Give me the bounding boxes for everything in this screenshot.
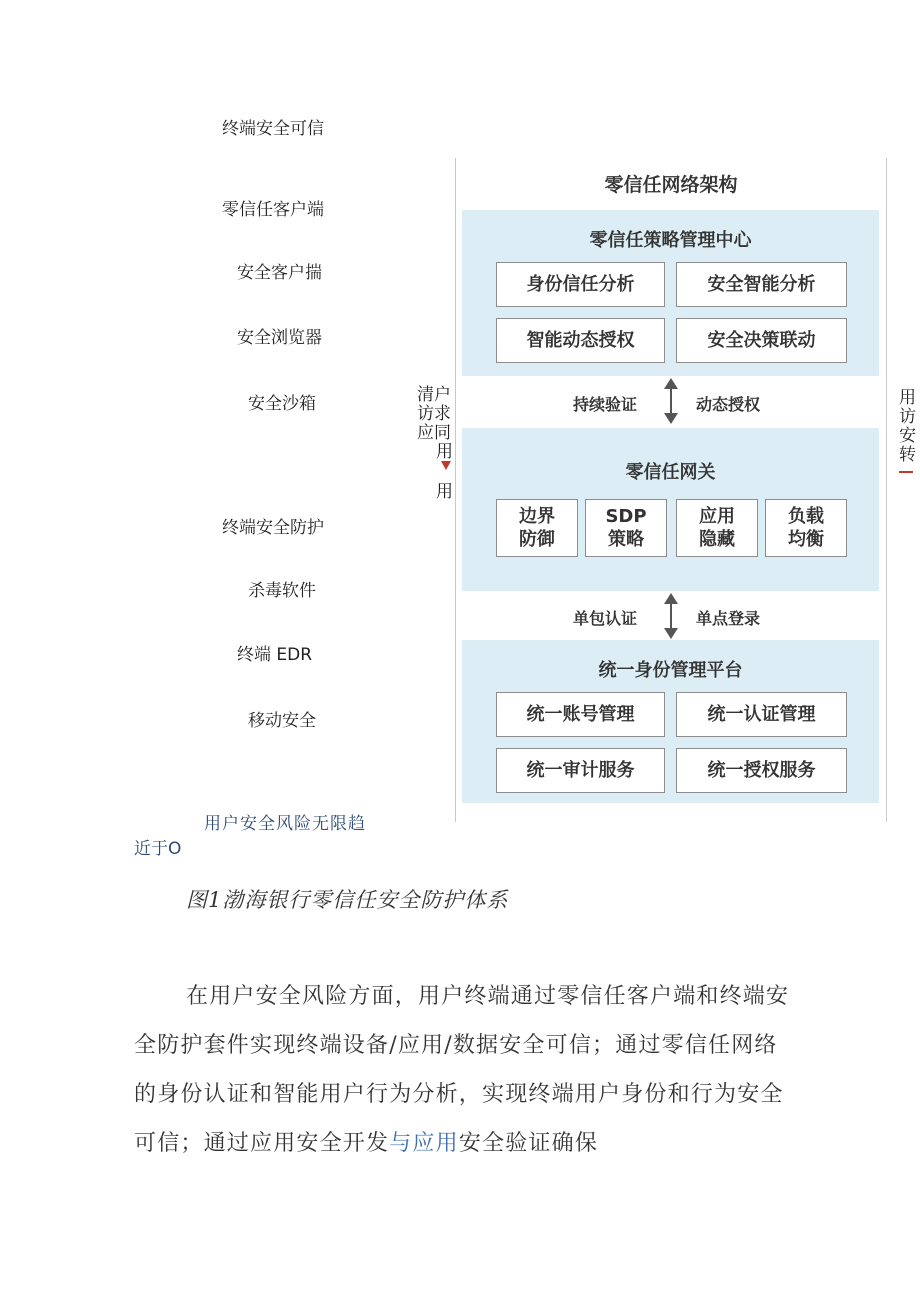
- box-border-defense: [496, 499, 578, 557]
- label-mobile-security: 移动安全: [248, 711, 316, 731]
- label-edr: 终端 EDR: [237, 645, 313, 665]
- policy-center-title: 零信任策略管理中心: [589, 230, 752, 251]
- label-antivirus: 杀毒软件: [248, 581, 316, 601]
- box-load-balancing-line1: 负载: [788, 506, 824, 527]
- box-load-balancing-line2: 均衡: [788, 529, 824, 550]
- fragment-mid-3: 应同: [417, 423, 451, 443]
- box-security-intelligence-analysis: 安全智能分析: [676, 262, 847, 307]
- fragment-mid-4: 用: [436, 442, 453, 462]
- box-dynamic-authorization: 智能动态授权: [496, 318, 665, 363]
- identity-platform-title: 统一身份管理平台: [598, 660, 743, 681]
- box-border-defense-line2: 防御: [519, 529, 555, 550]
- fragment-right-1: 用: [899, 388, 916, 408]
- label-terminal-trusted: 终端安全可信: [222, 119, 324, 139]
- box-unified-authorization-service: 统一授权服务: [676, 748, 847, 793]
- fragment-right-4: 转: [899, 445, 916, 465]
- box-security-decision-linkage: 安全决策联动: [676, 318, 847, 363]
- box-sdp-policy: [585, 499, 667, 557]
- box-identity-trust-analysis: 身份信任分析: [496, 262, 665, 307]
- fragment-right-3: 安: [899, 426, 916, 446]
- paragraph-line-3: 的身份认证和智能用户行为分析，实现终端用户身份和行为安全: [134, 1082, 784, 1107]
- label-terminal-protection: 终端安全防护: [222, 518, 324, 538]
- box-app-hiding-line1: 应用: [699, 506, 735, 527]
- label-sandbox: 安全沙箱: [248, 394, 316, 414]
- fragment-mid-1: 清户: [417, 385, 451, 405]
- paragraph-line-4-part3: 安全验证确保: [458, 1131, 599, 1156]
- box-border-defense-line1: 边界: [519, 506, 555, 527]
- link2-right-label: 单点登录: [696, 609, 761, 628]
- paragraph-link-text: 与应用: [389, 1131, 459, 1156]
- link2-left-label: 单包认证: [573, 609, 638, 628]
- box-unified-auth-management: 统一认证管理: [676, 692, 847, 737]
- risk-caption-line2: 近于O: [134, 839, 182, 859]
- figure-caption: 图1渤海银行零信任安全防护体系: [186, 888, 509, 912]
- box-unified-account-management: 统一账号管理: [496, 692, 665, 737]
- identity-platform-layer: [462, 640, 879, 803]
- paragraph-line-1: 在用户安全风险方面，用户终端通过零信任客户端和终端安: [186, 984, 790, 1009]
- risk-caption-line1: 用户安全风险无限趋: [204, 814, 366, 834]
- fragment-right-2: 访: [899, 407, 916, 427]
- box-app-hiding: [676, 499, 758, 557]
- bidirectional-arrow-icon: [670, 595, 672, 637]
- paragraph-line-4-part1: 可信；通过应用安全开发: [134, 1131, 390, 1156]
- box-sdp-policy-line1: SDP: [605, 506, 647, 527]
- box-app-hiding-line2: 隐藏: [699, 529, 735, 550]
- policy-center-layer: [462, 210, 879, 376]
- link1-left-label: 持续验证: [573, 395, 638, 414]
- paragraph-line-4: [134, 1126, 598, 1157]
- fragment-mid-5: 用: [436, 482, 453, 502]
- box-load-balancing: [765, 499, 847, 557]
- fragment-mid-2: 访求: [417, 404, 451, 424]
- diagram-title: 零信任网络架构: [604, 174, 738, 196]
- gateway-title: 零信任网关: [625, 462, 716, 483]
- box-sdp-policy-line2: 策略: [608, 529, 644, 550]
- red-down-arrow-icon: [441, 461, 451, 470]
- paragraph-line-2: 全防护套件实现终端设备/应用/数据安全可信；通过零信任网络: [134, 1033, 778, 1058]
- box-unified-audit-service: 统一审计服务: [496, 748, 665, 793]
- label-zt-client: 零信任客户端: [222, 200, 324, 220]
- bidirectional-arrow-icon: [670, 380, 672, 422]
- label-secure-client: 安全客户揣: [237, 263, 322, 283]
- gateway-layer: [462, 428, 879, 591]
- link1-right-label: 动态授权: [696, 395, 761, 414]
- red-dash-mark: [899, 471, 913, 473]
- label-secure-browser: 安全浏览器: [237, 328, 322, 348]
- zero-trust-architecture-diagram: [455, 158, 887, 822]
